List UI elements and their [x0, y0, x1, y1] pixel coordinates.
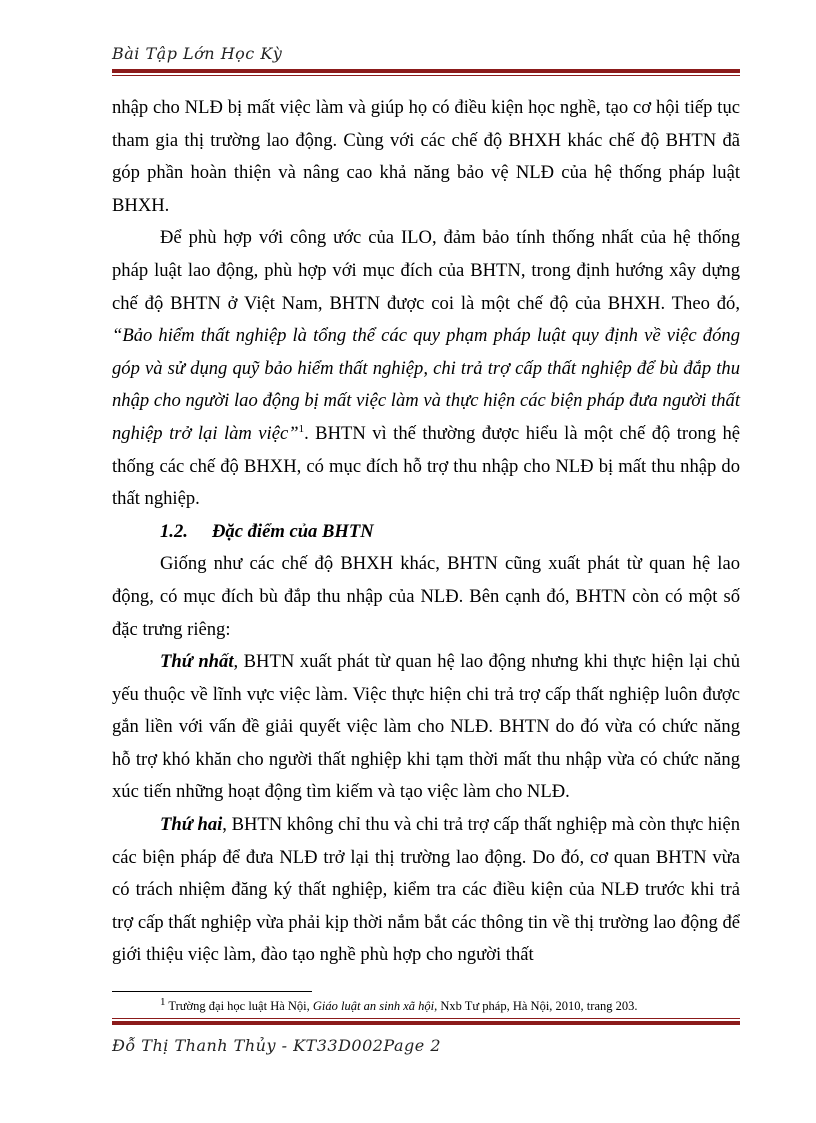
paragraph-1: nhập cho NLĐ bị mất việc làm và giúp họ có điều kiện học nghề, tạo cơ hội tiếp tục tham gia thị trường lao động. Cùng với các chế độ BHXH khác chế độ BHTN đã góp phần hoàn thiện và nâng cao khả năng bảo vệ NLĐ của hệ thống pháp luật BHXH.: [112, 97, 740, 216]
page-header: [112, 44, 740, 64]
section-title: Đặc điểm của BHTN: [212, 520, 374, 542]
paragraph-2: [112, 222, 740, 515]
footnote-text-b: , Nxb Tư pháp, Hà Nội, 2010, trang 203.: [434, 999, 638, 1013]
footer-rule-thick: [112, 1021, 740, 1025]
page-footer: [112, 1036, 740, 1055]
paragraph-5-text: , BHTN không chỉ thu và chi trả trợ cấp thất nghiệp mà còn thực hiện các biện pháp để đưa NLĐ trở lại thị trường lao động. Do đó, cơ quan BHTN vừa có trách nhiệm đăng ký thất nghiệp, kiểm tra các điều kiện của NLĐ trước khi trả trợ cấp thất nghiệp vừa phải kịp thời nắm bắt các thông tin về thị trường lao động để giới thiệu việc làm, đào tạo nghề phù hợp cho người thất: [112, 814, 740, 966]
paragraph-4-lead: Thứ nhất: [160, 651, 234, 673]
footnote-separator: [112, 991, 312, 992]
header-rule-thin: [112, 75, 740, 76]
paragraph-3: Giống như các chế độ BHXH khác, BHTN cũng xuất phát từ quan hệ lao động, có mục đích bù đắp thu nhập của NLĐ. Bên cạnh đó, BHTN còn có một số đặc trưng riêng:: [112, 553, 740, 640]
document-body: [112, 92, 740, 972]
header-title: Bài Tập Lớn Học Kỳ: [112, 44, 283, 63]
section-number: 1.2.: [160, 520, 188, 542]
section-heading: [112, 516, 740, 549]
paragraph-4: [112, 646, 740, 809]
footnote-mark: 1: [160, 995, 166, 1008]
footnote: [160, 995, 760, 1014]
footer-rule-thin: [112, 1018, 740, 1019]
paragraph-2-end: . BHTN vì thế thường được hiểu là một chế độ trong hệ thống các chế độ BHXH, có mục đích hỗ trợ thu nhập cho NLĐ bị mất thu nhập do thất nghiệp.: [112, 422, 741, 510]
paragraph-5: [112, 809, 740, 972]
footer-text: Đỗ Thị Thanh Thủy - KT33D002Page 2: [112, 1036, 441, 1055]
footnote-text-a: Trường đại học luật Hà Nội,: [165, 999, 313, 1013]
definition-quote: “Bảo hiểm thất nghiệp là tổng thể các quy phạm pháp luật quy định về việc đóng góp và sử dụng quỹ bảo hiểm thất nghiệp, chi trả trợ cấp thất nghiệp để bù đắp thu nhập cho người lao động bị mất việc làm và thực hiện các biện pháp đưa người thất nghiệp trở lại làm việc”: [112, 325, 740, 444]
footnote-ref: 1: [298, 422, 305, 435]
header-rule-thick: [112, 69, 740, 73]
paragraph-2-start: Để phù hợp với công ước của ILO, đảm bảo tính thống nhất của hệ thống pháp luật lao động, phù hợp với mục đích của BHTN, trong định hướng xây dựng chế độ BHTN ở Việt Nam, BHTN được coi là một chế độ của BHXH. Theo đó,: [112, 227, 740, 314]
paragraph-4-text: , BHTN xuất phát từ quan hệ lao động nhưng khi thực hiện lại chủ yếu thuộc về lĩnh vực việc làm. Việc thực hiện chi trả trợ cấp thất nghiệp luôn được gắn liền với vấn đề giải quyết việc làm cho NLĐ. BHTN do đó vừa có chức năng hỗ trợ khó khăn cho người thất nghiệp khi tạm thời mất thu nhập vừa có chức năng xúc tiến những hoạt động tìm kiếm và tạo việc làm cho NLĐ.: [112, 651, 740, 803]
paragraph-5-lead: Thứ hai: [160, 814, 223, 836]
footnote-book-title: Giáo luật an sinh xã hội: [312, 999, 435, 1013]
